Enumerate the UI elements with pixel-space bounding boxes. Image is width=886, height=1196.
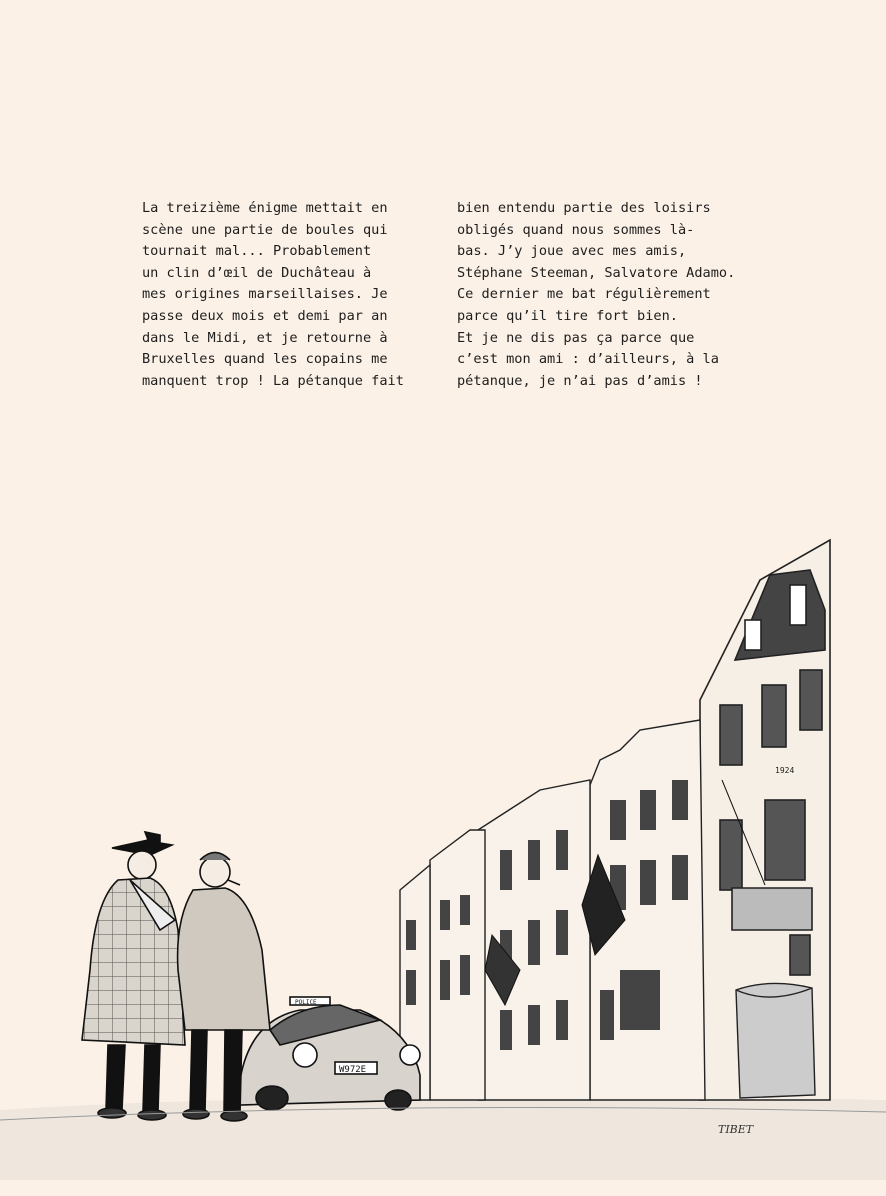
text-line: manquent trop ! La pétanque fait	[142, 372, 404, 389]
street-bin	[736, 983, 815, 1098]
text-line: mes origines marseillaises. Je	[142, 286, 388, 303]
text-line: obligés quand nous sommes là-	[457, 221, 695, 238]
text-line: un clin d’œil de Duchâteau à	[142, 264, 372, 281]
text-line: scène une partie de boules qui	[142, 221, 388, 238]
text-line: dans le Midi, et je retourne à	[142, 329, 388, 346]
text-line: passe deux mois et demi par an	[142, 307, 388, 324]
text-line: bien entendu partie des loisirs	[457, 200, 711, 216]
figure-man-hat	[82, 832, 185, 1120]
text-line: Stéphane Steeman, Salvatore Adamo.	[457, 264, 736, 281]
text-column-left	[142, 198, 404, 392]
house-number: 1924	[775, 766, 795, 775]
text-line: c’est mon ami : d’ailleurs, à la	[457, 351, 719, 368]
text-line: bas. J’y joue avec mes amis,	[457, 243, 687, 260]
text-line: La treizième énigme mettait en	[142, 200, 388, 216]
police-sign: POLICE	[295, 999, 317, 1006]
text-line: tournait mal... Probablement	[142, 243, 372, 260]
street-scene-illustration	[0, 500, 886, 1180]
text-line: pétanque, je n’ai pas d’amis !	[457, 372, 703, 389]
artist-signature: TIBET	[718, 1123, 754, 1136]
text-column-right	[457, 198, 735, 392]
text-line: Et je ne dis pas ça parce que	[457, 329, 695, 346]
text-line: Bruxelles quand les copains me	[142, 351, 388, 368]
text-line: parce qu’il tire fort bien.	[457, 307, 678, 324]
license-plate: W972E	[339, 1065, 367, 1075]
text-line: Ce dernier me bat régulièrement	[457, 286, 711, 303]
